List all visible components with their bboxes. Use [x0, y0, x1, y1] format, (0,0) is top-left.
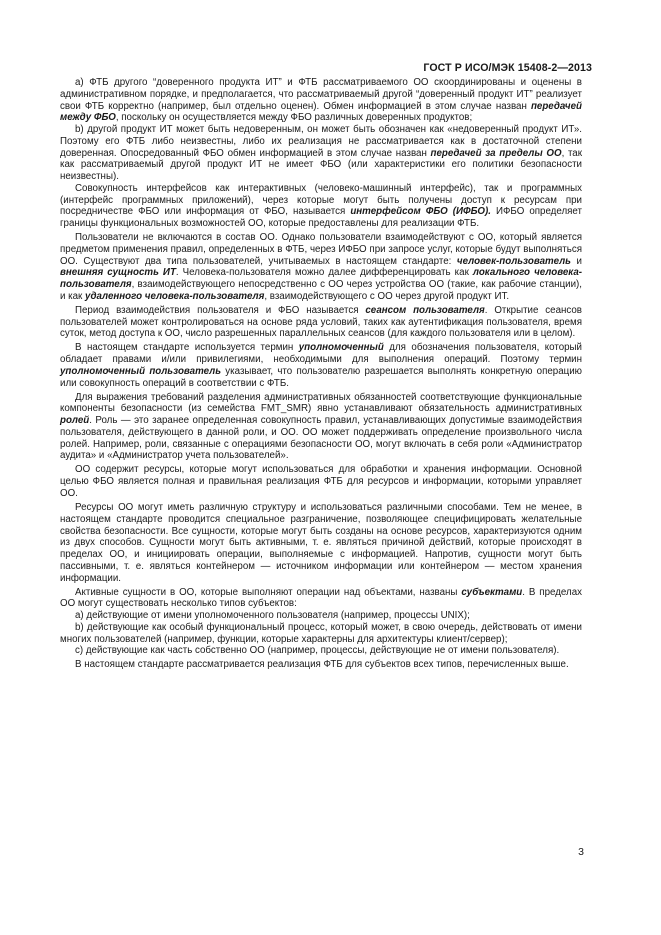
defined-term: внешняя сущность ИТ — [60, 267, 176, 279]
defined-term: ролей — [60, 415, 90, 427]
defined-term: сеансом пользователя — [365, 304, 485, 316]
text-run: a) ФТБ другого “доверенного продукта ИТ” и ФТБ рассматриваемого ОО скоординированы и оценены в административном порядке, и предполагается, что рассматриваемый другой “доверенный продукт ИТ” реализует свои ФТБ корректно (например, был отдельно оценен). Обмен информацией в этом случае назван — [60, 77, 582, 112]
defined-term: субъектами — [461, 586, 523, 598]
text-run: , так как рассматриваемый другой продукт ИТ не имеет ФБО (или характеристики его политики безопасности неизвестны). — [60, 147, 582, 182]
body-paragraph — [60, 610, 582, 622]
body-paragraph — [60, 659, 582, 671]
text-run: В настоящем стандарте используется термин — [75, 342, 299, 354]
text-run: , взаимодействующего непосредственно с ОО через устройства ОО (такие, как рабочие станции), и как — [60, 279, 582, 302]
body-paragraph — [60, 183, 582, 230]
text-run: Ресурсы ОО могут иметь различную структуру и использоваться различными способами. Тем не менее, в настоящем стандарте проводится специальное разграничение, позволяющее специфицировать желательные свойства безопасности. Все сущности, которые могут быть созданы на основе ресурсов, характеризуются одним из двух способов. Сущности могут быть активными, т. е. являться причиной действий, которые происходят в пределах ОО, и инициировать операции, выполняемые с информацией. Напротив, сущности могут быть пассивными, т. е. являться контейнером — источником информации или контейнером — местом хранения информации. — [60, 502, 582, 584]
text-run: , взаимодействующего с ОО через другой продукт ИТ. — [264, 290, 510, 302]
page-number: 3 — [578, 846, 584, 858]
document-body — [60, 77, 582, 671]
text-run: В настоящем стандарте рассматривается реализация ФТБ для субъектов всех типов, перечисленных выше. — [75, 659, 569, 671]
text-run: Для выражения требований разделения административных обязанностей соответствующие функциональные компоненты безопасности (из семейства FMT_SMR) явно устанавливают обязательность административных — [60, 391, 582, 415]
text-run: . Человека-пользователя можно далее дифференцировать как — [175, 267, 473, 279]
body-paragraph — [60, 232, 582, 303]
body-paragraph — [60, 464, 582, 499]
defined-term: передачей между ФБО — [60, 100, 582, 124]
body-paragraph — [60, 645, 582, 657]
text-run: ИФБО определяет границы функциональных возможностей ОО, которые предоставлены для реализации ФТБ. — [60, 206, 582, 229]
body-paragraph — [60, 502, 582, 584]
text-run: . Открытие сеансов пользователей может контролироваться на основе ряда условий, таких как аутентификация пользователя, время суток, метод доступа к ОО, число разрешенных параллельных сеансов (для каждого пользователя или в целом). — [60, 304, 582, 340]
body-paragraph — [60, 587, 582, 611]
text-run: Период взаимодействия пользователя и ФБО называется — [75, 304, 366, 316]
body-paragraph — [60, 77, 582, 124]
defined-term: удаленного человека-пользователя — [85, 290, 265, 302]
body-paragraph — [60, 622, 582, 646]
body-paragraph — [60, 305, 582, 340]
text-run: b) другой продукт ИТ может быть недоверенным, он может быть обозначен как «недоверенный продукт ИТ». Поэтому его ФТБ либо неизвестны, либо их реализация не рассматривается как в достаточной степени доверенная. Опосредованный ФБО обмен информацией в этом случае назван — [60, 124, 582, 159]
text-run: . В пределах ОО могут существовать несколько типов субъектов: — [60, 586, 582, 610]
defined-term: локального человека-пользователя — [60, 267, 582, 291]
body-paragraph — [60, 124, 582, 183]
defined-term: интерфейсом ФБО (ИФБО). — [350, 206, 491, 218]
body-paragraph — [60, 392, 582, 463]
document-header: ГОСТ Р ИСО/МЭК 15408-2—2013 — [423, 62, 592, 74]
text-run: указывает, что пользователю разрешается выполнять конкретную операцию или совокупность операций в соответствии с ФТБ. — [60, 365, 582, 389]
text-run: , поскольку он осуществляется между ФБО различных доверенных продуктов; — [115, 112, 473, 124]
defined-term: человек-пользователь — [456, 255, 571, 267]
text-run: и — [570, 255, 582, 267]
defined-term: уполномоченный — [298, 342, 384, 354]
text-run: Активные сущности в ОО, которые выполняют операции над объектами, названы — [75, 586, 462, 598]
text-run: b) действующие как особый функциональный процесс, который может, в свою очередь, действовать от имени многих пользователей (например, функции, которые характерны для архитектуры клиент/сервер); — [60, 621, 582, 645]
text-run: Пользователи не включаются в состав ОО. Однако пользователи взаимодействуют с ОО, который является предметом применения правил, определенных в ФТБ, через ИФБО при запросе услуг, которые будут выполняться ОО. Существуют два типа пользователей, учитываемых в настоящем стандарте: — [60, 232, 582, 267]
defined-term: уполномоченный пользователь — [60, 365, 222, 377]
text-run: . Роль — это заранее определенная совокупность правил, устанавливающих допустимые взаимодействия пользователя, действующего в данной роли, и ОО. ОО может поддерживать определение произвольного числа ролей. Например, роли, связанные с операциями безопасности ОО, могут включать в себя роли «Администратор аудита» и «Администратор учета пользователей». — [60, 415, 582, 462]
defined-term: передачей за пределы ОО — [430, 147, 562, 159]
text-run: c) действующие как часть собственно ОО (например, процессы, действующие не от имени пользователя). — [75, 645, 560, 657]
text-run: ОО содержит ресурсы, которые могут использоваться для обработки и хранения информации. Основной целью ФБО является полная и правильная реализация ФТБ для ресурсов и информации, которыми управляет ОО. — [60, 464, 582, 499]
text-run: для обозначения пользователя, который обладает правами и/или привилегиями, необходимыми для выполнения операций. Поэтому термин — [60, 342, 583, 366]
text-run: a) действующие от имени уполномоченного пользователя (например, процессы UNIX); — [75, 610, 470, 622]
text-run: Совокупность интерфейсов как интерактивных (человеко-машинный интерфейс), так и программных (интерфейс программных приложений), через которые могут быть получены доступ к ресурсам при посредничестве ФБО или информация от ФБО, называется — [60, 182, 582, 218]
body-paragraph — [60, 342, 582, 389]
